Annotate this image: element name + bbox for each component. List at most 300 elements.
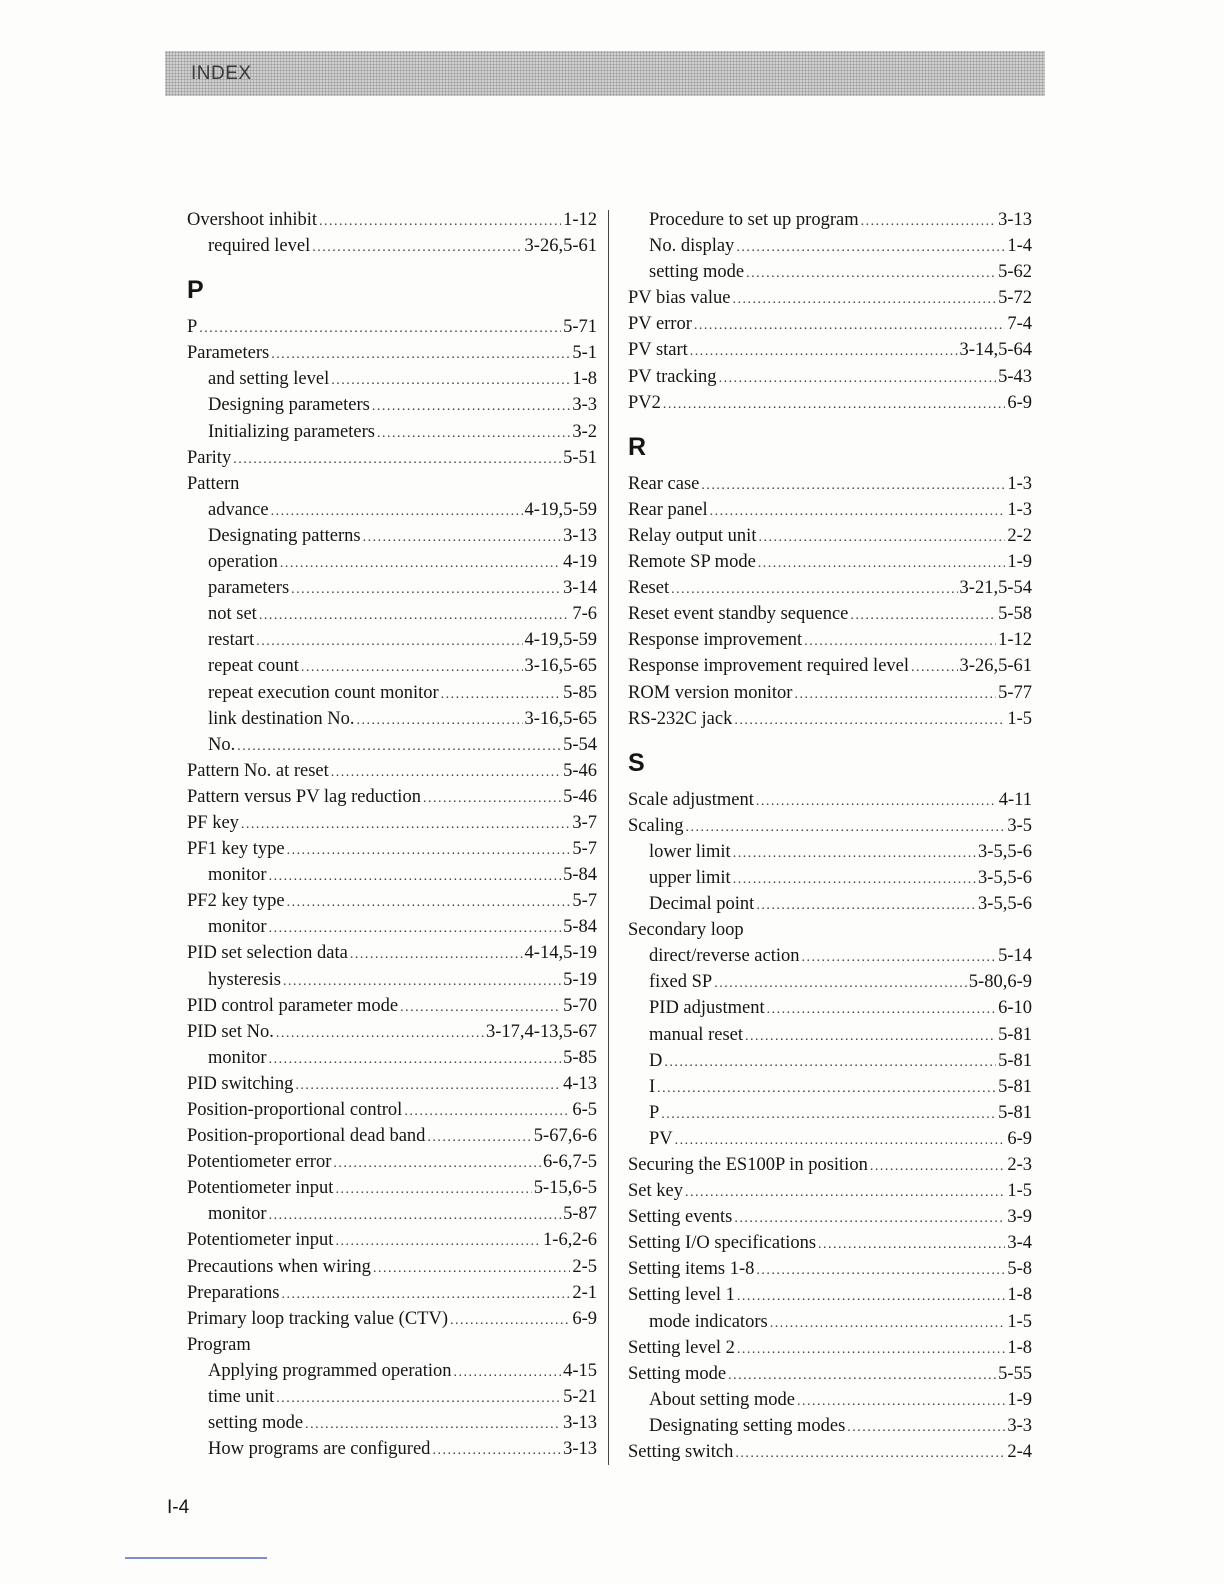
entry-term: Decimal point [649,894,755,915]
entry-page-ref: 2-2 [1007,525,1032,546]
entry-page-ref: 3-13 [563,1439,597,1460]
entry-term: How programs are configured [208,1439,431,1460]
dot-leader [241,812,570,838]
entry-term: restart [208,630,255,651]
section-letter-heading: S [628,748,645,777]
index-subentry [628,1074,1032,1100]
entry-page-ref: 7-6 [572,604,597,625]
dot-leader [733,867,976,893]
entry-page-ref: 6-10 [998,998,1032,1019]
index-subentry [628,233,1032,259]
entry-page-ref: 3-16,5-65 [524,656,597,677]
dot-leader [423,786,561,812]
entry-term: Secondary loop [628,920,744,941]
index-entry [628,471,1032,497]
entry-term: Setting events [628,1207,733,1228]
entry-term: monitor [208,1047,267,1068]
dot-leader [797,1389,1005,1415]
entry-page-ref: 2-3 [1007,1155,1032,1175]
dot-leader [373,1256,570,1282]
entry-term: PV2 [628,392,661,413]
entry-term: Scale adjustment [628,789,754,810]
entry-term: Applying programmed operation [208,1360,452,1381]
entry-page-ref: 1-8 [1007,1337,1032,1358]
dot-leader [728,1363,996,1389]
dot-leader [305,1412,561,1438]
dot-leader [690,339,958,365]
entry-term: direct/reverse action [649,946,800,967]
index-subentry [628,865,1032,891]
index-entry [628,497,1032,523]
entry-page-ref: 5-84 [563,917,597,938]
index-subentry [187,680,597,706]
entry-term: PV start [628,340,688,361]
dot-leader [333,1151,541,1177]
entry-term: PID control parameter mode [187,995,399,1016]
entry-term: Relay output unit [628,525,757,546]
index-entry [628,1282,1032,1308]
dot-leader [870,1154,1006,1180]
entry-term: repeat execution count monitor [208,682,439,703]
index-entry [628,390,1032,416]
entry-term: Set key [628,1181,683,1202]
entry-term: setting mode [649,262,745,283]
entry-term: Setting items 1-8 [628,1259,755,1280]
entry-term: PF1 key type [187,839,285,860]
entry-term: Scaling [628,815,684,836]
entry-page-ref: 3-26,5-61 [524,236,597,257]
entry-page-ref: 6-9 [1007,1128,1032,1149]
index-subentry [628,1048,1032,1074]
dot-leader [756,789,997,815]
entry-term: Potentiometer input [187,1178,334,1199]
index-subentry [628,1126,1032,1152]
entry-term: fixed SP [649,972,713,993]
entry-page-ref: 1-12 [563,210,597,230]
dot-leader [372,394,571,420]
entry-page-ref: 2-1 [572,1282,597,1303]
entry-term: advance [208,499,269,520]
index-subentry [187,627,597,653]
index-entry [628,680,1032,706]
entry-term: PV [649,1128,673,1149]
index-subentry [628,207,1032,233]
entry-page-ref: 5-43 [998,366,1032,387]
dot-leader [400,995,561,1021]
index-subentry [187,1201,597,1227]
entry-term: hysteresis [208,969,281,990]
entry-page-ref: 3-3 [1007,1415,1032,1436]
entry-term: Reset event standby sequence [628,604,849,625]
dot-leader [661,1102,996,1128]
entry-term: P [187,317,198,338]
entry-page-ref: 4-19 [563,552,597,573]
entry-page-ref: 2-4 [1007,1442,1032,1463]
entry-term: Initializing parameters [208,421,375,442]
entry-term: P [649,1102,660,1123]
dot-leader [377,421,570,447]
entry-term: Potentiometer input [187,1230,334,1251]
index-subentry [628,1387,1032,1413]
entry-term: D [649,1050,663,1071]
index-subentry [187,732,597,758]
entry-page-ref: 1-6,2-6 [543,1230,597,1251]
dot-leader [794,682,996,708]
dot-leader [734,1206,1005,1232]
entry-term: mode indicators [649,1311,768,1332]
index-entry [187,836,597,862]
index-entry [628,285,1032,311]
entry-term: PID switching [187,1073,294,1094]
entry-page-ref: 6-5 [572,1100,597,1120]
dot-leader [756,893,976,919]
index-entry [187,445,597,471]
entry-page-ref: 5-87 [563,1204,597,1225]
index-entry [187,810,597,836]
entry-term: Securing the ES100P in position [628,1155,868,1175]
entry-page-ref: 1-5 [1007,1181,1032,1202]
entry-term: Pattern versus PV lag reduction [187,786,421,807]
entry-term: Potentiometer error [187,1152,332,1173]
entry-page-ref: 4-13 [563,1073,597,1094]
entry-page-ref: 5-46 [563,760,597,781]
entry-term: repeat count [208,656,299,677]
dot-leader [804,629,996,655]
dot-leader [671,577,957,603]
index-entry [187,207,597,233]
entry-term: monitor [208,917,267,938]
entry-page-ref: 6-9 [1007,392,1032,413]
dot-leader [301,655,523,681]
index-header-bar [165,51,1045,96]
entry-term: Response improvement [628,630,803,651]
index-entry [628,523,1032,549]
index-column-right [628,207,1032,1465]
entry-page-ref: 5-85 [563,1047,597,1068]
index-entry [628,1230,1032,1256]
index-entry [628,364,1032,390]
index-subentry [628,943,1032,969]
entry-page-ref: 1-3 [1007,499,1032,520]
index-subentry [628,891,1032,917]
entry-page-ref: 3-5,5-6 [978,894,1032,915]
entry-term: About setting mode [649,1389,795,1410]
dot-leader [259,603,571,629]
entry-term: parameters [208,578,290,599]
entry-page-ref: 5-1 [572,343,597,364]
index-entry [187,1019,597,1045]
index-subentry [187,914,597,940]
entry-term: lower limit [649,841,731,862]
entry-term: PID adjustment [649,998,765,1019]
index-entry [187,1306,597,1332]
entry-page-ref: 1-5 [1007,1311,1032,1332]
dot-leader [701,473,1005,499]
index-entry [187,314,597,340]
entry-page-ref: 7-4 [1007,314,1032,335]
index-entry [628,1439,1032,1465]
dot-leader [710,499,1006,525]
index-subentry [187,1358,597,1384]
entry-page-ref: 5-46 [563,786,597,807]
entry-term: and setting level [208,369,330,390]
dot-leader [276,1386,561,1412]
index-entry [187,1175,597,1201]
entry-term: Parity [187,447,232,468]
section-letter-heading: P [187,276,204,305]
index-subentry [187,549,597,575]
entry-term: Setting level 1 [628,1285,735,1306]
entry-page-ref: 5-14 [998,946,1032,967]
entry-page-ref: 5-70 [563,995,597,1016]
dot-leader [686,815,1006,841]
dot-leader [331,368,570,394]
index-subentry [628,995,1032,1021]
dot-leader [233,447,561,473]
entry-page-ref: 3-16,5-65 [524,708,597,729]
dot-leader [911,655,958,681]
entry-term: operation [208,552,278,573]
dot-leader [732,287,996,313]
entry-term: Setting level 2 [628,1337,735,1358]
dot-leader [746,261,996,287]
index-entry [628,337,1032,363]
index-entry [628,549,1032,575]
entry-page-ref: 5-7 [572,839,597,860]
dot-leader [737,1284,1005,1310]
index-subentry [628,1022,1032,1048]
dot-leader [335,1229,541,1255]
index-entry [628,917,1032,943]
dot-leader [850,603,996,629]
index-subentry [187,392,597,418]
column-divider [608,210,609,1465]
index-entry [187,340,597,366]
dot-leader [287,890,571,916]
index-subentry [187,1410,597,1436]
entry-page-ref: 5-81 [998,1102,1032,1123]
dot-leader [271,342,570,368]
entry-page-ref: 3-14,5-64 [959,340,1032,361]
entry-term: I [649,1076,656,1097]
entry-page-ref: 5-80,6-9 [968,972,1032,993]
dot-leader [657,1076,996,1102]
index-subentry [628,1100,1032,1126]
dot-leader [269,864,561,890]
entry-term: Preparations [187,1282,280,1303]
dot-leader [295,1073,561,1099]
entry-term: link destination No. [208,708,355,729]
dot-leader [454,1360,562,1386]
dot-leader [356,708,522,734]
entry-term: Pattern [187,473,240,494]
dot-leader [427,1125,531,1151]
dot-leader [269,916,561,942]
page-number: I-4 [167,1497,190,1518]
entry-page-ref: 5-55 [998,1363,1032,1384]
dot-leader [758,551,1006,577]
entry-page-ref: 4-19,5-59 [524,499,597,520]
entry-term: Procedure to set up program [649,210,859,230]
entry-term: Primary loop tracking value (CTV) [187,1308,448,1329]
index-subentry [187,601,597,627]
entry-page-ref: 1-9 [1007,552,1032,573]
index-entry [628,1256,1032,1282]
index-entry [187,1149,597,1175]
entry-page-ref: 5-84 [563,865,597,886]
entry-term: ROM version monitor [628,682,793,703]
index-entry [628,627,1032,653]
entry-page-ref: 5-81 [998,1024,1032,1045]
index-subentry [628,839,1032,865]
entry-term: Parameters [187,343,270,364]
entry-page-ref: 5-58 [998,604,1032,625]
index-entry [187,1332,597,1358]
dot-leader [734,708,1005,734]
entry-page-ref: 6-6,7-5 [543,1152,597,1173]
entry-term: Reset [628,578,670,599]
dot-leader [714,971,967,997]
dot-leader [736,235,1005,261]
entry-page-ref: 1-12 [998,630,1032,651]
dot-leader [847,1415,1005,1441]
index-subentry [187,233,597,259]
index-entry [187,1097,597,1123]
index-subentry [187,653,597,679]
dot-leader [350,942,523,968]
entry-term: Program [187,1334,251,1355]
index-entry [187,993,597,1019]
entry-page-ref: 3-5 [1007,815,1032,836]
entry-page-ref: 5-85 [563,682,597,703]
dot-leader [675,1128,1006,1154]
entry-page-ref: 3-9 [1007,1207,1032,1228]
dot-leader [664,1050,996,1076]
index-entry [628,706,1032,732]
entry-term: PID set selection data [187,943,348,964]
index-entry [187,1280,597,1306]
dot-leader [271,499,523,525]
dot-leader [735,1441,1005,1467]
index-entry [628,653,1032,679]
entry-term: Setting switch [628,1442,734,1463]
index-entry [187,1254,597,1280]
entry-term: PID set No. [187,1021,274,1042]
entry-page-ref: 5-67,6-6 [533,1126,597,1147]
entry-page-ref: 5-7 [572,891,597,912]
index-column-left [187,207,597,1462]
entry-page-ref: 3-17,4-13,5-67 [486,1021,597,1042]
index-entry [628,1335,1032,1361]
entry-page-ref: 3-13 [563,525,597,546]
entry-term: Position-proportional control [187,1100,403,1120]
entry-page-ref: 1-4 [1007,236,1032,257]
entry-page-ref: 5-8 [1007,1259,1032,1280]
entry-page-ref: 6-9 [572,1308,597,1329]
index-entry [187,940,597,966]
entry-term: RS-232C jack [628,708,733,729]
index-entry [628,1178,1032,1204]
index-entry [628,311,1032,337]
entry-page-ref: 5-21 [563,1387,597,1408]
entry-term: required level [208,236,311,257]
entry-term: PF2 key type [187,891,285,912]
entry-term: Designing parameters [208,395,370,416]
index-subentry [628,259,1032,285]
entry-page-ref: 5-77 [998,682,1032,703]
entry-page-ref: 5-72 [998,288,1032,309]
dot-leader [199,316,561,342]
dot-leader [719,366,997,392]
index-entry [628,813,1032,839]
dot-leader [441,682,561,708]
entry-page-ref: 4-19,5-59 [524,630,597,651]
dot-leader [663,392,1005,418]
entry-term: Designating patterns [208,525,361,546]
bottom-rule [125,1557,267,1559]
dot-leader [312,235,522,261]
dot-leader [432,1438,561,1464]
index-entry [187,758,597,784]
index-subentry [187,1436,597,1462]
dot-leader [685,1180,1005,1206]
dot-leader [287,838,571,864]
entry-term: No. [208,734,236,755]
index-entry [628,1204,1032,1230]
dot-leader [291,577,561,603]
dot-leader [737,1337,1005,1363]
dot-leader [404,1099,570,1125]
index-entry [628,787,1032,813]
index-subentry [187,1384,597,1410]
index-subentry [628,969,1032,995]
entry-page-ref: 3-7 [572,812,597,833]
entry-page-ref: 5-19 [563,969,597,990]
entry-term: Response improvement required level [628,656,910,677]
entry-page-ref: 1-5 [1007,708,1032,729]
dot-leader [276,1021,484,1047]
dot-leader [801,945,996,971]
entry-term: not set [208,604,257,625]
entry-term: PV tracking [628,366,717,387]
index-subentry [628,1309,1032,1335]
entry-term: No. display [649,236,735,257]
entry-term: upper limit [649,867,731,888]
header-title: INDEX [191,63,252,84]
dot-leader [450,1308,570,1334]
entry-page-ref: 3-3 [572,395,597,416]
index-entry [628,1361,1032,1387]
entry-page-ref: 1-9 [1007,1389,1032,1410]
entry-page-ref: 4-11 [998,789,1032,810]
entry-page-ref: 3-2 [572,421,597,442]
entry-term: monitor [208,1204,267,1225]
index-entry [187,888,597,914]
entry-term: Remote SP mode [628,552,756,573]
dot-leader [256,629,522,655]
entry-page-ref: 1-3 [1007,473,1032,494]
entry-page-ref: 5-81 [998,1050,1032,1071]
index-subentry [187,862,597,888]
dot-leader [818,1232,1005,1258]
index-entry [187,1227,597,1253]
entry-term: Overshoot inhibit [187,210,318,230]
entry-term: setting mode [208,1413,304,1434]
section-letter-heading: R [628,432,647,461]
entry-page-ref: 3-5,5-6 [978,867,1032,888]
entry-page-ref: 3-5,5-6 [978,841,1032,862]
entry-term: Precautions when wiring [187,1256,371,1277]
